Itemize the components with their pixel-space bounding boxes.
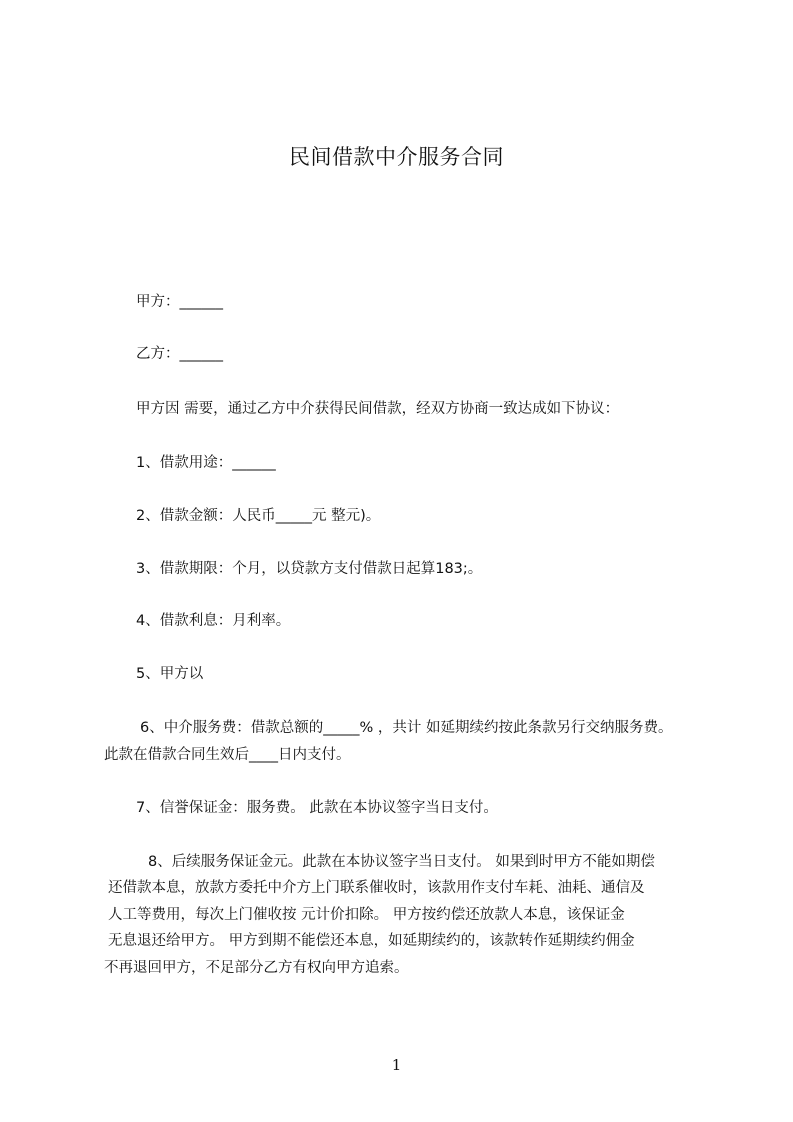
clause-5: 5、甲方以	[136, 666, 204, 682]
document-title: 民间借款中介服务合同	[289, 145, 504, 169]
party-a-line: 甲方：______	[136, 294, 223, 310]
clause-4: 4、借款利息：月利率。	[136, 613, 291, 629]
clause-6-line-2: 此款在借款合同生效后____日内支付。	[104, 747, 351, 763]
clause-6-line-1: 6、中介服务费：借款总额的_____% ，共计 如延期续约按此条款另行交纳服务费。	[140, 720, 673, 736]
intro-paragraph: 甲方因 需要，通过乙方中介获得民间借款，经双方协商一致达成如下协议：	[136, 401, 620, 417]
clause-7: 7、信誉保证金：服务费。 此款在本协议签字当日支付。	[136, 800, 498, 816]
clause-8-line-5: 不再退回甲方，不足部分乙方有权向甲方追索。	[104, 960, 409, 976]
clause-8-line-2: 还借款本息，放款方委托中介方上门联系催收时，该款用作支付车耗、油耗、通信及	[108, 880, 645, 896]
clause-8-line-4: 无息退还给甲方。 甲方到期不能偿还本息，如延期续约的，该款转作延期续约佣金	[108, 933, 635, 949]
clause-1: 1、借款用途：______	[136, 455, 276, 471]
party-b-line: 乙方：______	[136, 346, 223, 362]
clause-3: 3、借款期限：个月，以贷款方支付借款日起算183;。	[136, 561, 483, 577]
clause-8-line-3: 人工等费用，每次上门催收按 元计价扣除。 甲方按约偿还放款人本息，该保证金	[108, 907, 625, 923]
clause-8-line-1: 8、后续服务保证金元。此款在本协议签字当日支付。 如果到时甲方不能如期偿	[148, 854, 655, 870]
page-number: 1	[391, 1056, 402, 1074]
clause-2: 2、借款金额：人民币_____元 整元)。	[136, 508, 381, 524]
